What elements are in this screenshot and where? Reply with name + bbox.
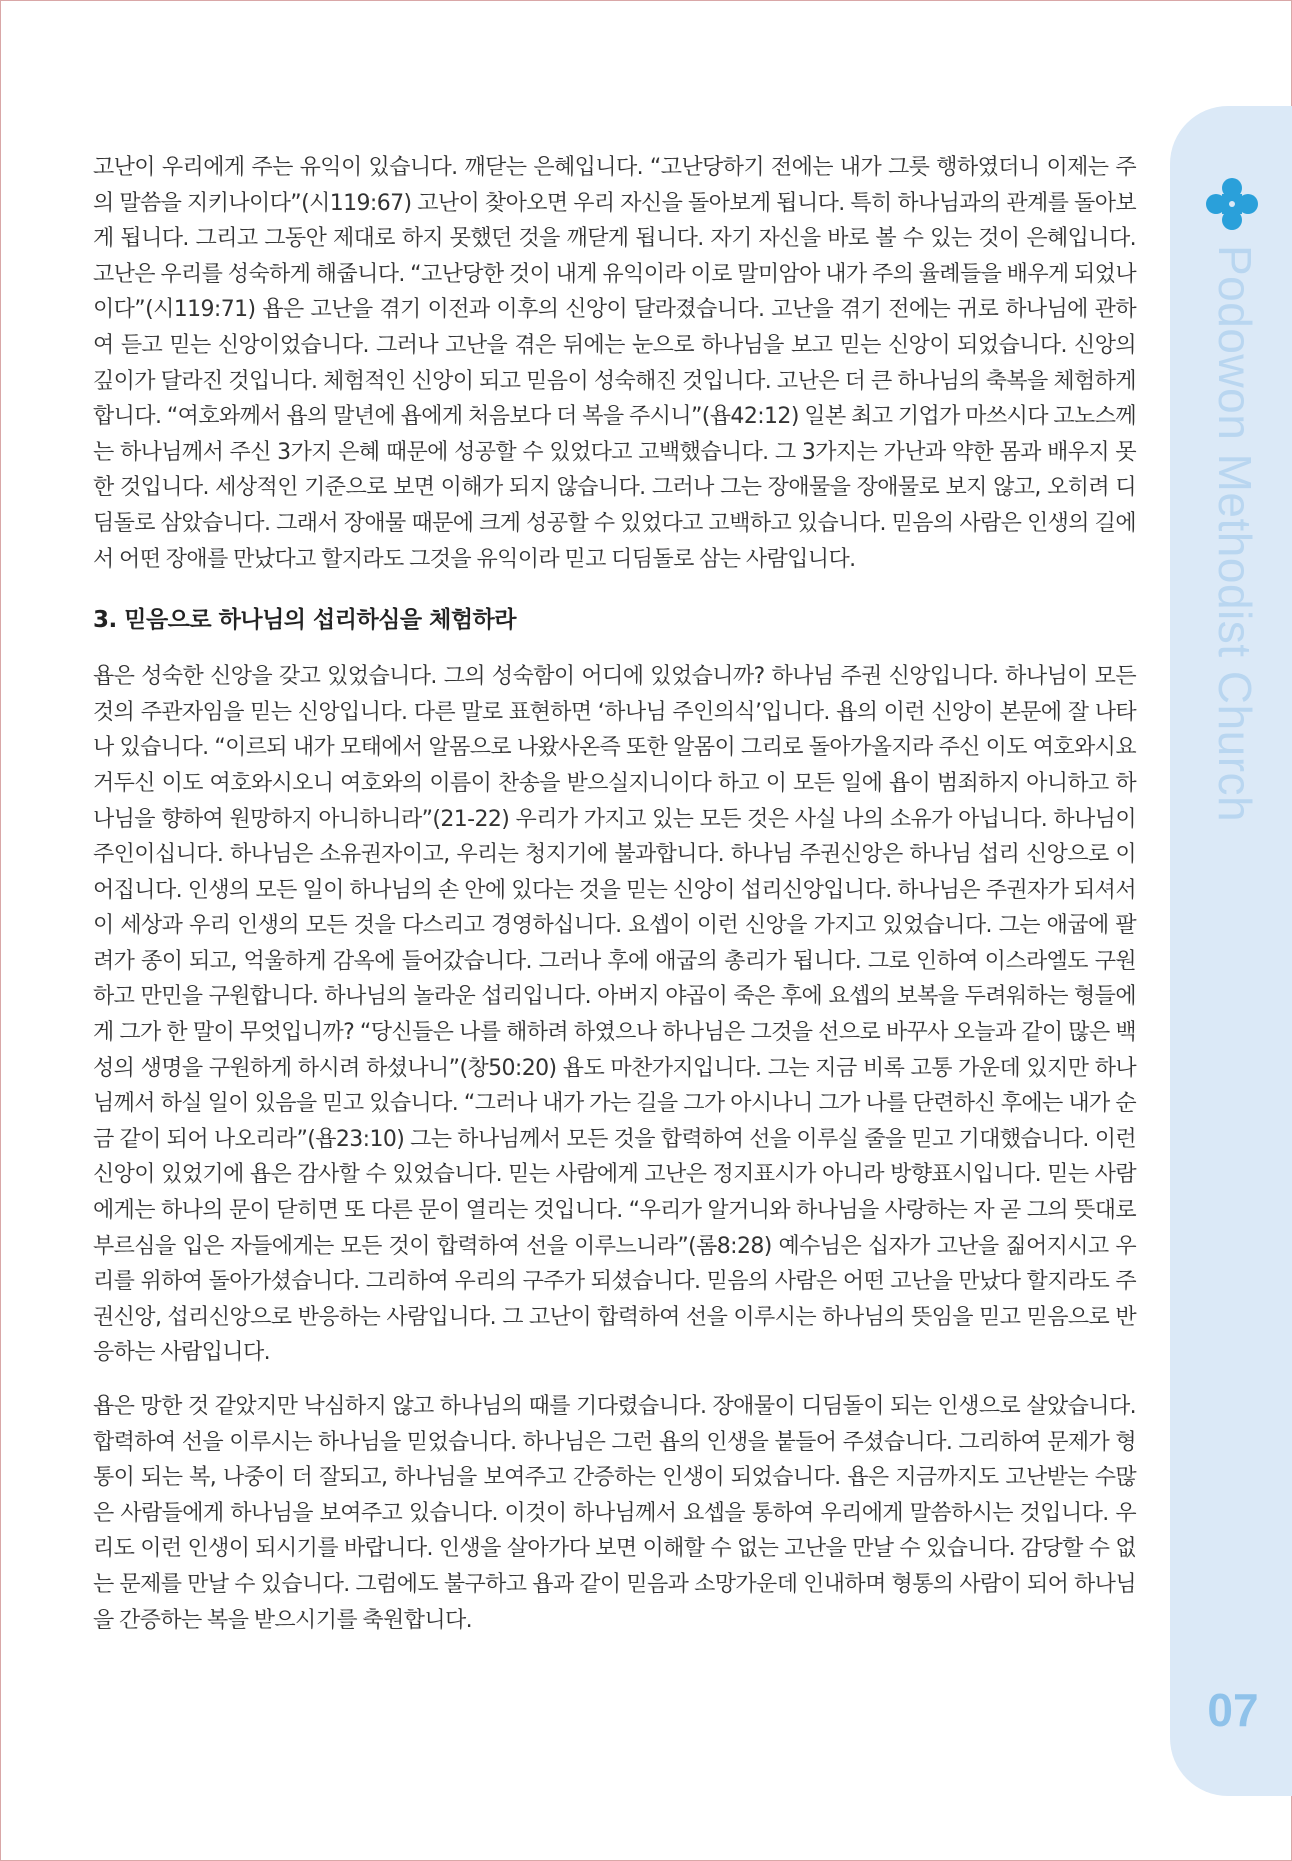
article-body (93, 150, 1136, 1638)
church-name: Podowon Methodist Church (1209, 245, 1261, 823)
paragraph-conclusion: 욥은 망한 것 같았지만 낙심하지 않고 하나님의 때를 기다렸습니다. 장애물이 디딤돌이 되는 인생으로 살았습니다. 합력하여 선을 이루시는 하나님을 믿었습니다. 하나님은 그런 욥의 인생을 붙들어 주셨습니다. 그리하여 문제가 형통이 되는 복, 나중이 더 잘되고, 하나님을 보여주고 간증하는 인생이 되었습니다. 욥은 지금까지도 고난받는 수많은 사람들에게 하나님을 보여주고 있습니다. 이것이 하나님께서 요셉을 통하여 우리에게 말씀하시는 것입니다. 우리도 이런 인생이 되시기를 바랍니다. 인생을 살아가다 보면 이해할 수 없는 고난을 만날 수 있습니다. 감당할 수 없는 문제를 만날 수 있습니다. 그럼에도 불구하고 욥과 같이 믿음과 소망가운데 인내하며 형통의 사람이 되어 하나님을 간증하는 복을 받으시기를 축원합니다. (93, 1394, 1136, 1633)
cross-flower-icon (1205, 177, 1259, 231)
paragraph-providence: 욥은 성숙한 신앙을 갖고 있었습니다. 그의 성숙함이 어디에 있었습니까? 하나님 주권 신앙입니다. 하나님이 모든 것의 주관자임을 믿는 신앙입니다. 다른 말로 표현하면 ‘하나님 주인의식’입니다. 욥의 이런 신앙이 본문에 잘 나타나 있습니다. “이르되 내가 모태에서 알몸으로 나왔사온즉 또한 알몸이 그리로 돌아가올지라 주신 이도 여호와시요 거두신 이도 여호와시오니 여호와의 이름이 찬송을 받으실지니이다 하고 이 모든 일에 욥이 범죄하지 아니하고 하나님을 향하여 원망하지 아니하니라”(21-22) 우리가 가지고 있는 모든 것은 사실 나의 소유가 아닙니다. 하나님이 주인이십니다. 하나님은 소유권자이고, 우리는 청지기에 불과합니다. 하나님 주권신앙은 하나님 섭리 신앙으로 이어집니다. 인생의 모든 일이 하나님의 손 안에 있다는 것을 믿는 신앙이 섭리신앙입니다. 하나님은 주권자가 되셔서 이 세상과 우리 인생의 모든 것을 다스리고 경영하십니다. 요셉이 이런 신앙을 가지고 있었습니다. 그는 애굽에 팔려가 종이 되고, 억울하게 감옥에 들어갔습니다. 그러나 후에 애굽의 총리가 됩니다. 그로 인하여 이스라엘도 구원하고 만민을 구원합니다. 하나님의 놀라운 섭리입니다. 아버지 야곱이 죽은 후에 요셉의 보복을 두려워하는 형들에게 그가 한 말이 무엇입니까? “당신들은 나를 해하려 하였으나 하나님은 그것을 선으로 바꾸사 오늘과 같이 많은 백성의 생명을 구원하게 하시려 하셨나니”(창50:20) 욥도 마찬가지입니다. 그는 지금 비록 고통 가운데 있지만 하나님께서 하실 일이 있음을 믿고 있습니다. “그러나 내가 가는 길을 그가 아시나니 그가 나를 단련하신 후에는 내가 순금 같이 되어 나오리라”(욥23:10) 그는 하나님께서 모든 것을 합력하여 선을 이루실 줄을 믿고 기대했습니다. 이런 신앙이 있었기에 욥은 감사할 수 있었습니다. 믿는 사람에게 고난은 정지표시가 아니라 방향표시입니다. 믿는 사람에게는 하나의 문이 닫히면 또 다른 문이 열리는 것입니다. “우리가 알거니와 하나님을 사랑하는 자 곧 그의 뜻대로 부르심을 입은 자들에게는 모든 것이 합력하여 선을 이루느니라”(롬8:28) 예수님은 십자가 고난을 짊어지시고 우리를 위하여 돌아가셨습니다. 그리하여 우리의 구주가 되셨습니다. 믿음의 사람은 어떤 고난을 만났다 할지라도 주권신앙, 섭리신앙으로 반응하는 사람입니다. 그 고난이 합력하여 선을 이루시는 하나님의 뜻임을 믿고 믿음으로 반응하는 사람입니다. (93, 664, 1136, 1366)
paragraph-benefit-of-suffering: 고난이 우리에게 주는 유익이 있습니다. 깨닫는 은혜입니다. “고난당하기 전에는 내가 그릇 행하였더니 이제는 주의 말씀을 지키나이다”(시119:67) 고난이 찾아오면 우리 자신을 돌아보게 됩니다. 특히 하나님과의 관계를 돌아보게 됩니다. 그리고 그동안 제대로 하지 못했던 것을 깨닫게 됩니다. 자기 자신을 바로 볼 수 있는 것이 은혜입니다. 고난은 우리를 성숙하게 해줍니다. “고난당한 것이 내게 유익이라 이로 말미암아 내가 주의 율례들을 배우게 되었나이다”(시119:71) 욥은 고난을 겪기 이전과 이후의 신앙이 달라졌습니다. 고난을 겪기 전에는 귀로 하나님에 관하여 듣고 믿는 신앙이었습니다. 그러나 고난을 겪은 뒤에는 눈으로 하나님을 보고 믿는 신앙이 되었습니다. 신앙의 깊이가 달라진 것입니다. 체험적인 신앙이 되고 믿음이 성숙해진 것입니다. 고난은 더 큰 하나님의 축복을 체험하게 합니다. “여호와께서 욥의 말년에 욥에게 처음보다 더 복을 주시니”(욥42:12) 일본 최고 기업가 마쓰시다 고노스께는 하나님께서 주신 3가지 은혜 때문에 성공할 수 있었다고 고백했습니다. 그 3가지는 가난과 약한 몸과 배우지 못한 것입니다. 세상적인 기준으로 보면 이해가 되지 않습니다. 그러나 그는 장애물을 장애물로 보지 않고, 오히려 디딤돌로 삼았습니다. 그래서 장애물 때문에 크게 성공할 수 있었다고 고백하고 있습니다. 믿음의 사람은 인생의 길에서 어떤 장애를 만났다고 할지라도 그것을 유익이라 믿고 디딤돌로 삼는 사람입니다. (93, 155, 1136, 572)
section-heading: 3. 믿음으로 하나님의 섭리하심을 체험하라 (93, 607, 516, 634)
page-number: 07 (1207, 1684, 1259, 1736)
